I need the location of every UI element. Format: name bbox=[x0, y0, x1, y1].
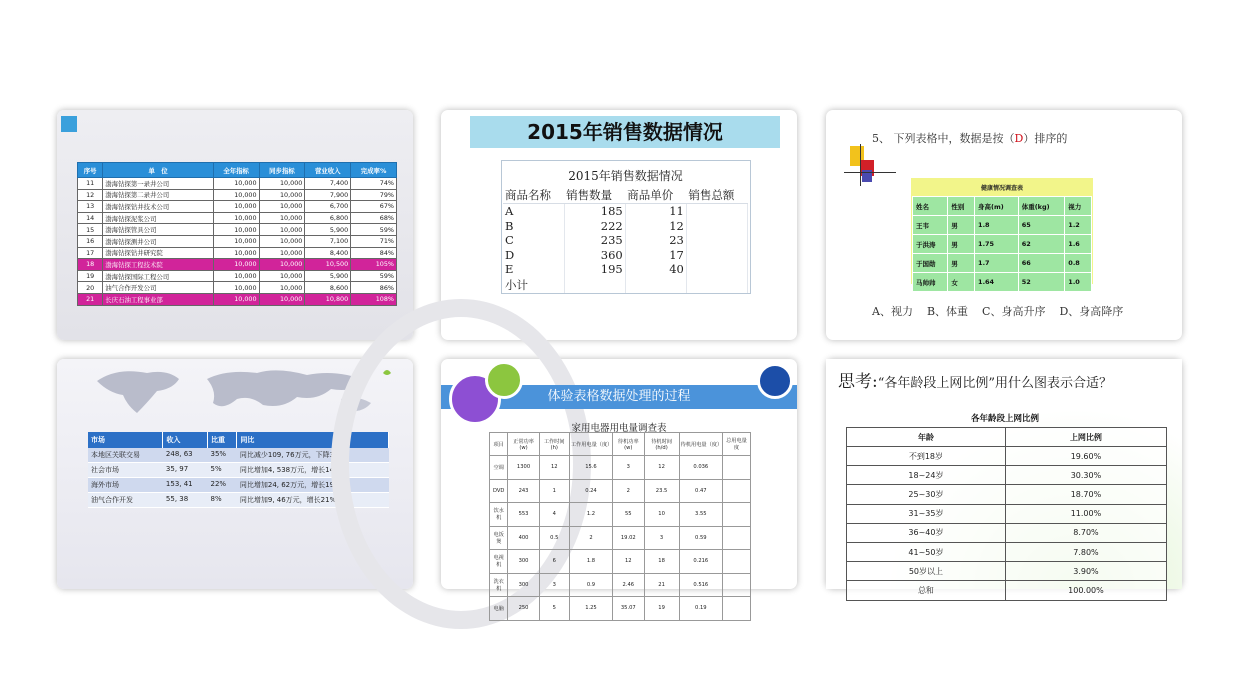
age-internet-table bbox=[846, 427, 1167, 601]
table-cell: 空调 bbox=[490, 456, 508, 480]
table-cell: 40 bbox=[625, 262, 686, 277]
table-cell: 10,000 bbox=[259, 259, 305, 271]
table-cell: 1.64 bbox=[975, 273, 1019, 292]
table-row bbox=[503, 277, 748, 293]
slide-title-banner: 体验表格数据处理的过程 bbox=[441, 385, 797, 409]
table-cell: 8,600 bbox=[305, 282, 351, 294]
option-a: A、视力 bbox=[872, 305, 913, 318]
sales-data-table bbox=[503, 186, 748, 293]
table-cell: 6 bbox=[539, 550, 569, 574]
header-cell: 商品单价 bbox=[625, 186, 686, 204]
header-cell: 比重 bbox=[207, 432, 236, 448]
table-cell: 渤海钻探第二录井公司 bbox=[103, 189, 213, 201]
table-cell: 74% bbox=[351, 178, 397, 190]
table-cell: 3.90% bbox=[1005, 562, 1166, 581]
table-cell: 渤海钻探第一录井公司 bbox=[103, 178, 213, 190]
table-cell: 18~24岁 bbox=[847, 466, 1006, 485]
table-cell: 16 bbox=[78, 235, 103, 247]
table-cell: 0.9 bbox=[569, 573, 612, 597]
table-cell: 0.47 bbox=[679, 479, 722, 503]
table-cell: 8,400 bbox=[305, 247, 351, 259]
table-cell: 小计 bbox=[503, 277, 564, 293]
table-cell: 渤海钻探钻井研究院 bbox=[103, 247, 213, 259]
table-cell: 男 bbox=[948, 254, 975, 273]
slide-thumbnail-6[interactable] bbox=[826, 359, 1182, 595]
table-caption: 2015年销售数据情况 bbox=[568, 169, 683, 183]
table-row bbox=[847, 504, 1167, 523]
table-cell: 1.8 bbox=[569, 550, 612, 574]
table-row bbox=[847, 562, 1167, 581]
table-cell: 4 bbox=[539, 503, 569, 527]
question-prefix: 思考: bbox=[838, 372, 878, 392]
table-cell: 243 bbox=[508, 479, 539, 503]
table-cell: 电脑 bbox=[490, 597, 508, 621]
header-cell: 工作用电量（度） bbox=[569, 433, 612, 456]
table-row bbox=[78, 189, 397, 201]
table-cell: 同比增加24, 62万元，增长19% bbox=[237, 478, 389, 493]
header-cell: 工作时间(h) bbox=[539, 433, 569, 456]
table-cell: 235 bbox=[564, 233, 625, 248]
header-cell: 视力 bbox=[1065, 197, 1092, 216]
table-cell: 66 bbox=[1018, 254, 1065, 273]
table-cell: 31~35岁 bbox=[847, 504, 1006, 523]
table-row bbox=[913, 254, 1092, 273]
table-cell: 553 bbox=[508, 503, 539, 527]
table-cell: 长庆石油工程事业部 bbox=[103, 293, 213, 305]
table-cell: 本地区关联交易 bbox=[88, 448, 163, 463]
table-cell: 油气合作开发 bbox=[88, 493, 163, 508]
header-cell: 全年指标 bbox=[213, 163, 259, 178]
table-cell: 12 bbox=[78, 189, 103, 201]
table-cell: 10,800 bbox=[305, 293, 351, 305]
table-cell: 5 bbox=[539, 597, 569, 621]
table-cell: 0.216 bbox=[679, 550, 722, 574]
table-cell: 20 bbox=[78, 282, 103, 294]
table-cell: 3 bbox=[613, 456, 644, 480]
table-cell: 6,700 bbox=[305, 201, 351, 213]
table-cell: 10,000 bbox=[259, 247, 305, 259]
table-cell: 11.00% bbox=[1005, 504, 1166, 523]
header-cell: 待机时间(h/d) bbox=[644, 433, 679, 456]
table-cell: 10,000 bbox=[259, 282, 305, 294]
table-cell: 250 bbox=[508, 597, 539, 621]
table-cell: 222 bbox=[564, 219, 625, 234]
table-cell: 59% bbox=[351, 270, 397, 282]
table-row bbox=[78, 282, 397, 294]
table-cell: 8.70% bbox=[1005, 523, 1166, 542]
table-cell: 渤海钻探国际工程公司 bbox=[103, 270, 213, 282]
health-survey-table bbox=[912, 196, 1092, 292]
table-cell: 7,900 bbox=[305, 189, 351, 201]
table-cell: 185 bbox=[564, 204, 625, 219]
table-cell: 195 bbox=[564, 262, 625, 277]
table-cell: 10,000 bbox=[259, 235, 305, 247]
table-row bbox=[490, 526, 751, 550]
table-cell: 1.75 bbox=[975, 235, 1019, 254]
table-cell bbox=[625, 277, 686, 293]
table-cell: 1300 bbox=[508, 456, 539, 480]
header-cell: 待机用电量（度） bbox=[679, 433, 722, 456]
table-cell: 油气合作开发公司 bbox=[103, 282, 213, 294]
question-text: 5、 下列表格中，数据是按（ bbox=[872, 132, 1015, 145]
header-cell: 项目 bbox=[490, 433, 508, 456]
table-cell: 11 bbox=[625, 204, 686, 219]
header-cell: 总用电量度 bbox=[722, 433, 750, 456]
table-cell: 100.00% bbox=[1005, 581, 1166, 600]
table-cell: 18 bbox=[644, 550, 679, 574]
table-cell: 10,000 bbox=[213, 235, 259, 247]
header-cell: 市场 bbox=[88, 432, 163, 448]
table-cell: 0.59 bbox=[679, 526, 722, 550]
table-row bbox=[847, 466, 1167, 485]
table-cell: 71% bbox=[351, 235, 397, 247]
table-cell: D bbox=[503, 248, 564, 263]
table-cell: 400 bbox=[508, 526, 539, 550]
table-cell: 不到18岁 bbox=[847, 447, 1006, 466]
table-cell: 35, 97 bbox=[163, 463, 208, 478]
table-cell: 12 bbox=[539, 456, 569, 480]
header-cell: 销售数量 bbox=[564, 186, 625, 204]
table-cell: 300 bbox=[508, 573, 539, 597]
table-cell: 10,000 bbox=[213, 212, 259, 224]
header-cell: 性别 bbox=[948, 197, 975, 216]
table-row bbox=[847, 523, 1167, 542]
table-cell bbox=[686, 204, 747, 219]
table-cell: 19.02 bbox=[613, 526, 644, 550]
table-cell: 108% bbox=[351, 293, 397, 305]
table-row bbox=[503, 248, 748, 263]
option-b: B、体重 bbox=[926, 305, 969, 318]
table-cell: 1 bbox=[539, 479, 569, 503]
table-cell bbox=[722, 526, 750, 550]
table-row bbox=[847, 447, 1167, 466]
table-cell: 300 bbox=[508, 550, 539, 574]
table-row bbox=[78, 178, 397, 190]
table-cell: 0.036 bbox=[679, 456, 722, 480]
header-cell: 销售总额 bbox=[686, 186, 747, 204]
table-cell bbox=[686, 277, 747, 293]
header-cell: 待机功率(w) bbox=[613, 433, 644, 456]
table-cell: 王韦 bbox=[913, 216, 948, 235]
slide-thumbnail-3[interactable] bbox=[826, 110, 1182, 340]
table-row bbox=[78, 259, 397, 271]
table-cell: 105% bbox=[351, 259, 397, 271]
table-row bbox=[503, 204, 748, 219]
table-cell bbox=[564, 277, 625, 293]
table-row bbox=[913, 273, 1092, 292]
table-cell bbox=[686, 262, 747, 277]
table-row bbox=[847, 542, 1167, 561]
table-cell: 17 bbox=[625, 248, 686, 263]
table-cell: 同比增加9, 46万元，增长21% bbox=[237, 493, 389, 508]
table-cell: 0.516 bbox=[679, 573, 722, 597]
table-cell: 55, 38 bbox=[163, 493, 208, 508]
table-row bbox=[490, 573, 751, 597]
table-cell: 36~40岁 bbox=[847, 523, 1006, 542]
table-row bbox=[78, 235, 397, 247]
table-cell: 11 bbox=[78, 178, 103, 190]
table-cell: 35% bbox=[207, 448, 236, 463]
header-cell: 身高(m) bbox=[975, 197, 1019, 216]
table-cell bbox=[722, 479, 750, 503]
table-cell: 男 bbox=[948, 216, 975, 235]
table-cell: 于洪涛 bbox=[913, 235, 948, 254]
header-cell: 正常功率(w) bbox=[508, 433, 539, 456]
table-cell: 7.80% bbox=[1005, 542, 1166, 561]
table-cell bbox=[686, 219, 747, 234]
header-cell: 上网比例 bbox=[1005, 428, 1166, 447]
table-cell: 电视机 bbox=[490, 550, 508, 574]
table-row bbox=[78, 212, 397, 224]
table-title: 家用电器用电量调查表 bbox=[571, 423, 667, 434]
table-cell: 0.8 bbox=[1065, 254, 1092, 273]
table-cell: 1.6 bbox=[1065, 235, 1092, 254]
table-cell: 10,000 bbox=[259, 212, 305, 224]
table-cell: 14 bbox=[78, 212, 103, 224]
option-c: C、身高升序 bbox=[982, 305, 1046, 318]
table-cell: 22% bbox=[207, 478, 236, 493]
table-row bbox=[913, 216, 1092, 235]
table-cell: 1.2 bbox=[1065, 216, 1092, 235]
table-cell: 65 bbox=[1018, 216, 1065, 235]
table-cell: 1.7 bbox=[975, 254, 1019, 273]
table-cell: 2 bbox=[613, 479, 644, 503]
table-cell: 50岁以上 bbox=[847, 562, 1006, 581]
table-cell: 19 bbox=[644, 597, 679, 621]
table-cell: 10,000 bbox=[213, 270, 259, 282]
unit-completion-table bbox=[77, 162, 397, 306]
table-cell: 15 bbox=[78, 224, 103, 236]
table-row bbox=[503, 233, 748, 248]
table-cell: 渤海钻探钻井技术公司 bbox=[103, 201, 213, 213]
table-cell: 洗衣机 bbox=[490, 573, 508, 597]
table-cell: 5,900 bbox=[305, 224, 351, 236]
table-row bbox=[78, 201, 397, 213]
table-cell: 渤海钻探管具公司 bbox=[103, 224, 213, 236]
table-title: 各年龄段上网比例 bbox=[970, 414, 1039, 424]
table-cell: 19 bbox=[78, 270, 103, 282]
table-cell: 1.25 bbox=[569, 597, 612, 621]
table-row bbox=[490, 597, 751, 621]
table-cell: 2.46 bbox=[613, 573, 644, 597]
table-cell bbox=[686, 233, 747, 248]
table-cell: 25~30岁 bbox=[847, 485, 1006, 504]
table-cell: 55 bbox=[613, 503, 644, 527]
table-cell: 总和 bbox=[847, 581, 1006, 600]
header-cell: 年龄 bbox=[847, 428, 1006, 447]
table-cell: 59% bbox=[351, 224, 397, 236]
table-cell bbox=[686, 248, 747, 263]
table-cell: 5% bbox=[207, 463, 236, 478]
table-row bbox=[847, 485, 1167, 504]
header-cell: 完成率% bbox=[351, 163, 397, 178]
header-cell: 营业收入 bbox=[305, 163, 351, 178]
answer-letter: D bbox=[1014, 132, 1024, 145]
table-cell: 7,400 bbox=[305, 178, 351, 190]
table-cell: 79% bbox=[351, 189, 397, 201]
table-cell: 67% bbox=[351, 201, 397, 213]
table-row bbox=[503, 262, 748, 277]
table-cell: 23.5 bbox=[644, 479, 679, 503]
table-caption: 健康情况调查表 bbox=[980, 185, 1023, 192]
header-cell: 收入 bbox=[163, 432, 208, 448]
slide-thumbnail-1[interactable] bbox=[57, 110, 413, 340]
table-cell: 0.19 bbox=[679, 597, 722, 621]
table-cell: 1.2 bbox=[569, 503, 612, 527]
table-cell: 10,000 bbox=[213, 224, 259, 236]
table-cell: 海外市场 bbox=[88, 478, 163, 493]
table-cell: 10,000 bbox=[259, 189, 305, 201]
table-cell: DVD bbox=[490, 479, 508, 503]
answer-options bbox=[872, 303, 1172, 319]
header-cell: 商品名称 bbox=[503, 186, 564, 204]
question-text: “各年龄段上网比例”用什么图表示合适？ bbox=[877, 376, 1113, 391]
table-cell: A bbox=[503, 204, 564, 219]
table-cell: 10,000 bbox=[213, 201, 259, 213]
table-cell: 10,000 bbox=[213, 247, 259, 259]
table-cell: 10,000 bbox=[259, 270, 305, 282]
table-cell: 0.24 bbox=[569, 479, 612, 503]
table-row bbox=[490, 503, 751, 527]
header-cell: 序号 bbox=[78, 163, 103, 178]
table-cell: 86% bbox=[351, 282, 397, 294]
table-cell: 渤海钻探泥浆公司 bbox=[103, 212, 213, 224]
table-cell: C bbox=[503, 233, 564, 248]
appliance-power-table bbox=[489, 432, 751, 621]
table-cell: 19.60% bbox=[1005, 447, 1166, 466]
table-cell: B bbox=[503, 219, 564, 234]
table-cell: 248, 63 bbox=[163, 448, 208, 463]
table-cell bbox=[722, 550, 750, 574]
corner-square-decoration bbox=[61, 116, 77, 132]
table-row bbox=[913, 235, 1092, 254]
table-cell: 18 bbox=[78, 259, 103, 271]
quiz-question bbox=[872, 130, 1067, 146]
question-text: ）排序的 bbox=[1023, 132, 1068, 145]
table-cell: 10,000 bbox=[259, 178, 305, 190]
table-cell: 17 bbox=[78, 247, 103, 259]
table-cell: 电饭煲 bbox=[490, 526, 508, 550]
table-cell: 马帅帅 bbox=[913, 273, 948, 292]
table-cell bbox=[722, 503, 750, 527]
table-cell: 41~50岁 bbox=[847, 542, 1006, 561]
table-cell: 18.70% bbox=[1005, 485, 1166, 504]
table-cell: 女 bbox=[948, 273, 975, 292]
header-cell: 体重(kg) bbox=[1018, 197, 1065, 216]
table-cell: 10,000 bbox=[213, 282, 259, 294]
table-cell bbox=[722, 597, 750, 621]
table-cell: 社会市场 bbox=[88, 463, 163, 478]
table-cell: 23 bbox=[625, 233, 686, 248]
table-cell bbox=[722, 456, 750, 480]
slide-thumbnail-5[interactable] bbox=[441, 359, 797, 612]
table-cell: 3 bbox=[539, 573, 569, 597]
table-cell: 饮水机 bbox=[490, 503, 508, 527]
table-row bbox=[490, 479, 751, 503]
table-row bbox=[78, 224, 397, 236]
table-cell: 6,800 bbox=[305, 212, 351, 224]
thinking-question bbox=[838, 367, 1112, 392]
table-cell: 于国勋 bbox=[913, 254, 948, 273]
table-cell: 2 bbox=[569, 526, 612, 550]
table-row bbox=[490, 550, 751, 574]
table-cell: 84% bbox=[351, 247, 397, 259]
table-cell: 1.0 bbox=[1065, 273, 1092, 292]
table-row bbox=[490, 456, 751, 480]
header-cell: 同比 bbox=[237, 432, 389, 448]
table-row bbox=[78, 293, 397, 305]
table-cell: 10,000 bbox=[213, 293, 259, 305]
header-cell: 同步指标 bbox=[259, 163, 305, 178]
table-row bbox=[503, 219, 748, 234]
option-d: D、身高降序 bbox=[1059, 305, 1124, 318]
table-cell: 7,100 bbox=[305, 235, 351, 247]
table-cell: E bbox=[503, 262, 564, 277]
table-cell: 10,000 bbox=[213, 189, 259, 201]
green-circle-decoration bbox=[485, 361, 523, 399]
table-cell bbox=[722, 573, 750, 597]
table-cell: 男 bbox=[948, 235, 975, 254]
table-cell: 10,000 bbox=[259, 201, 305, 213]
table-cell: 35.07 bbox=[613, 597, 644, 621]
table-cell: 12 bbox=[625, 219, 686, 234]
table-cell: 12 bbox=[644, 456, 679, 480]
table-cell: 62 bbox=[1018, 235, 1065, 254]
table-cell: 渤海钻探工程技术院 bbox=[103, 259, 213, 271]
table-cell: 同比增加4, 538万元，增长14% bbox=[237, 463, 389, 478]
table-cell: 52 bbox=[1018, 273, 1065, 292]
blue-circle-decoration bbox=[757, 363, 793, 399]
divider-line bbox=[844, 172, 896, 173]
table-row bbox=[847, 581, 1167, 600]
table-cell: 10,000 bbox=[213, 178, 259, 190]
divider-line bbox=[860, 144, 861, 186]
table-row bbox=[78, 247, 397, 259]
table-cell: 10,500 bbox=[305, 259, 351, 271]
table-cell: 153, 41 bbox=[163, 478, 208, 493]
table-cell: 10,000 bbox=[213, 259, 259, 271]
table-cell: 0.5 bbox=[539, 526, 569, 550]
header-cell: 单 位 bbox=[103, 163, 213, 178]
table-cell: 渤海钻探测井公司 bbox=[103, 235, 213, 247]
table-cell: 21 bbox=[644, 573, 679, 597]
table-cell: 同比减少109, 76万元，下降31% bbox=[237, 448, 389, 463]
header-cell: 姓名 bbox=[913, 197, 948, 216]
table-cell: 21 bbox=[78, 293, 103, 305]
table-cell: 3 bbox=[644, 526, 679, 550]
table-cell: 10,000 bbox=[259, 224, 305, 236]
table-cell: 1.8 bbox=[975, 216, 1019, 235]
table-cell: 10,000 bbox=[259, 293, 305, 305]
table-cell: 30.30% bbox=[1005, 466, 1166, 485]
table-cell: 3.55 bbox=[679, 503, 722, 527]
table-cell: 13 bbox=[78, 201, 103, 213]
table-cell: 10 bbox=[644, 503, 679, 527]
table-cell: 8% bbox=[207, 493, 236, 508]
table-cell: 5,900 bbox=[305, 270, 351, 282]
table-cell: 68% bbox=[351, 212, 397, 224]
table-cell: 15.6 bbox=[569, 456, 612, 480]
slide-title-banner: 2015年销售数据情况 bbox=[470, 116, 780, 148]
table-cell: 12 bbox=[613, 550, 644, 574]
table-row bbox=[78, 270, 397, 282]
table-cell: 360 bbox=[564, 248, 625, 263]
